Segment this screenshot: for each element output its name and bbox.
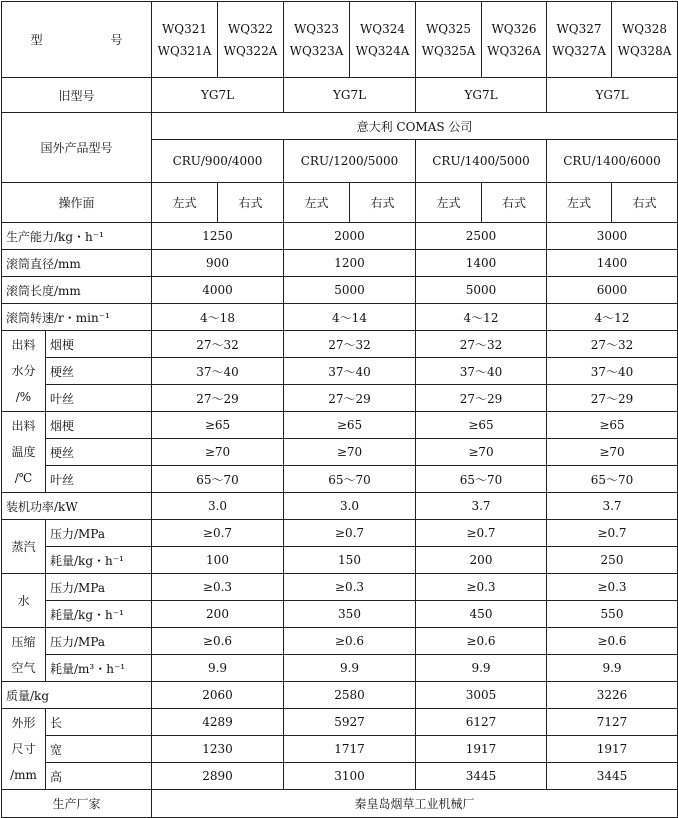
manufacturer-label: 生产厂家 bbox=[2, 790, 152, 818]
temperature-row bbox=[2, 439, 678, 466]
model-cell: WQ328 WQ328A bbox=[612, 2, 678, 78]
row-label: 质量/kg bbox=[2, 682, 152, 709]
value-cell: 3.7 bbox=[416, 493, 547, 520]
temperature-row bbox=[2, 412, 678, 439]
sub-label: 压力/MPa bbox=[46, 574, 152, 601]
value-cell: 4～12 bbox=[416, 304, 547, 331]
value-cell: 3100 bbox=[284, 763, 416, 790]
moisture-group-label: 出料 水分 /% bbox=[2, 331, 46, 412]
value-cell: ≥65 bbox=[284, 412, 416, 439]
sub-label: 耗量/kg・h⁻¹ bbox=[46, 601, 152, 628]
moisture-row bbox=[2, 385, 678, 412]
value-cell: 550 bbox=[547, 601, 678, 628]
model-row bbox=[2, 2, 678, 78]
value-cell: 1200 bbox=[284, 250, 416, 277]
value-cell: 27～32 bbox=[152, 331, 284, 358]
sub-label: 耗量/kg・h⁻¹ bbox=[46, 547, 152, 574]
value-cell: ≥65 bbox=[416, 412, 547, 439]
value-cell: 37～40 bbox=[152, 358, 284, 385]
value-cell: 2500 bbox=[416, 223, 547, 250]
value-cell: 3005 bbox=[416, 682, 547, 709]
value-cell: 2060 bbox=[152, 682, 284, 709]
operation-side-header: 操作面 bbox=[2, 183, 152, 223]
value-cell: ≥0.7 bbox=[284, 520, 416, 547]
value-cell: 1400 bbox=[416, 250, 547, 277]
sub-label: 高 bbox=[46, 763, 152, 790]
value-cell: ≥0.6 bbox=[416, 628, 547, 655]
value-cell: ≥65 bbox=[547, 412, 678, 439]
row-label: 生产能力/kg・h⁻¹ bbox=[2, 223, 152, 250]
side-cell: 右式 bbox=[482, 183, 547, 223]
dimension-row bbox=[2, 736, 678, 763]
value-cell: 65～70 bbox=[416, 466, 547, 493]
value-cell: 9.9 bbox=[547, 655, 678, 682]
value-cell: 37～40 bbox=[547, 358, 678, 385]
value-cell: 9.9 bbox=[152, 655, 284, 682]
temperature-group-label: 出料 温度 /℃ bbox=[2, 412, 46, 493]
value-cell: 65～70 bbox=[284, 466, 416, 493]
drum-length-row bbox=[2, 277, 678, 304]
moisture-row bbox=[2, 331, 678, 358]
air-group-label: 压缩 空气 bbox=[2, 628, 46, 682]
value-cell: 27～32 bbox=[284, 331, 416, 358]
value-cell: 200 bbox=[152, 601, 284, 628]
value-cell: 9.9 bbox=[284, 655, 416, 682]
value-cell: ≥70 bbox=[547, 439, 678, 466]
model-cell: WQ327 WQ327A bbox=[547, 2, 612, 78]
moisture-row bbox=[2, 358, 678, 385]
capacity-row bbox=[2, 223, 678, 250]
value-cell: ≥0.7 bbox=[416, 520, 547, 547]
air-row bbox=[2, 628, 678, 655]
water-row bbox=[2, 601, 678, 628]
manufacturer-value: 秦皇岛烟草工业机械厂 bbox=[152, 790, 678, 818]
sub-label: 梗丝 bbox=[46, 358, 152, 385]
value-cell: 350 bbox=[284, 601, 416, 628]
row-label: 滚筒长度/mm bbox=[2, 277, 152, 304]
value-cell: ≥0.3 bbox=[152, 574, 284, 601]
value-cell: 4289 bbox=[152, 709, 284, 736]
model-cell: WQ325 WQ325A bbox=[416, 2, 482, 78]
value-cell: 1230 bbox=[152, 736, 284, 763]
foreign-model-cell: CRU/1200/5000 bbox=[284, 140, 416, 183]
water-row bbox=[2, 574, 678, 601]
side-cell: 左式 bbox=[416, 183, 482, 223]
value-cell: 4～12 bbox=[547, 304, 678, 331]
value-cell: 6127 bbox=[416, 709, 547, 736]
value-cell: 9.9 bbox=[416, 655, 547, 682]
old-model-row bbox=[2, 78, 678, 113]
value-cell: 37～40 bbox=[416, 358, 547, 385]
model-header bbox=[2, 2, 152, 78]
old-model-cell: YG7L bbox=[152, 78, 284, 113]
value-cell: 27～32 bbox=[416, 331, 547, 358]
model-cell: WQ323 WQ323A bbox=[284, 2, 350, 78]
value-cell: 1717 bbox=[284, 736, 416, 763]
power-row bbox=[2, 493, 678, 520]
dimension-row bbox=[2, 763, 678, 790]
value-cell: 6000 bbox=[547, 277, 678, 304]
value-cell: ≥0.3 bbox=[284, 574, 416, 601]
value-cell: 2890 bbox=[152, 763, 284, 790]
foreign-model-cell: CRU/1400/6000 bbox=[547, 140, 678, 183]
value-cell: 5000 bbox=[416, 277, 547, 304]
sub-label: 压力/MPa bbox=[46, 520, 152, 547]
sub-label: 叶丝 bbox=[46, 466, 152, 493]
value-cell: 27～29 bbox=[547, 385, 678, 412]
value-cell: ≥70 bbox=[416, 439, 547, 466]
value-cell: 1400 bbox=[547, 250, 678, 277]
value-cell: 3445 bbox=[416, 763, 547, 790]
row-label: 滚筒转速/r・min⁻¹ bbox=[2, 304, 152, 331]
value-cell: 27～29 bbox=[416, 385, 547, 412]
dimensions-group-label: 外形 尺寸 /mm bbox=[2, 709, 46, 790]
row-label: 装机功率/kW bbox=[2, 493, 152, 520]
old-model-cell: YG7L bbox=[547, 78, 678, 113]
steam-row bbox=[2, 520, 678, 547]
value-cell: 27～29 bbox=[152, 385, 284, 412]
value-cell: 7127 bbox=[547, 709, 678, 736]
foreign-model-cell: CRU/900/4000 bbox=[152, 140, 284, 183]
sub-label: 长 bbox=[46, 709, 152, 736]
model-header-char-1: 型 bbox=[30, 33, 43, 47]
steam-row bbox=[2, 547, 678, 574]
foreign-model-cell: CRU/1400/5000 bbox=[416, 140, 547, 183]
foreign-company-row bbox=[2, 113, 678, 140]
old-model-header: 旧型号 bbox=[2, 78, 152, 113]
foreign-company: 意大利 COMAS 公司 bbox=[152, 113, 678, 140]
value-cell: 450 bbox=[416, 601, 547, 628]
value-cell: 3.0 bbox=[284, 493, 416, 520]
value-cell: 3000 bbox=[547, 223, 678, 250]
sub-label: 压力/MPa bbox=[46, 628, 152, 655]
model-header-char-2: 号 bbox=[110, 33, 123, 47]
row-label: 滚筒直径/mm bbox=[2, 250, 152, 277]
foreign-model-header: 国外产品型号 bbox=[2, 113, 152, 183]
value-cell: ≥0.3 bbox=[547, 574, 678, 601]
sub-label: 烟梗 bbox=[46, 331, 152, 358]
sub-label: 叶丝 bbox=[46, 385, 152, 412]
side-cell: 右式 bbox=[350, 183, 416, 223]
value-cell: 27～29 bbox=[284, 385, 416, 412]
drum-speed-row bbox=[2, 304, 678, 331]
model-cell: WQ324 WQ324A bbox=[350, 2, 416, 78]
value-cell: 37～40 bbox=[284, 358, 416, 385]
side-cell: 右式 bbox=[218, 183, 284, 223]
value-cell: 100 bbox=[152, 547, 284, 574]
air-row bbox=[2, 655, 678, 682]
value-cell: 65～70 bbox=[547, 466, 678, 493]
side-cell: 左式 bbox=[284, 183, 350, 223]
model-cell: WQ321 WQ321A bbox=[152, 2, 218, 78]
model-cell: WQ326 WQ326A bbox=[482, 2, 547, 78]
value-cell: 4～18 bbox=[152, 304, 284, 331]
value-cell: 2580 bbox=[284, 682, 416, 709]
sub-label: 耗量/m³・h⁻¹ bbox=[46, 655, 152, 682]
value-cell: 65～70 bbox=[152, 466, 284, 493]
value-cell: ≥65 bbox=[152, 412, 284, 439]
model-cell: WQ322 WQ322A bbox=[218, 2, 284, 78]
value-cell: ≥0.7 bbox=[547, 520, 678, 547]
spec-table bbox=[1, 1, 678, 818]
side-cell: 右式 bbox=[612, 183, 678, 223]
value-cell: 1917 bbox=[547, 736, 678, 763]
water-group-label: 水 bbox=[2, 574, 46, 628]
value-cell: 250 bbox=[547, 547, 678, 574]
value-cell: 3445 bbox=[547, 763, 678, 790]
value-cell: 4～14 bbox=[284, 304, 416, 331]
value-cell: ≥70 bbox=[284, 439, 416, 466]
value-cell: ≥0.3 bbox=[416, 574, 547, 601]
value-cell: ≥0.6 bbox=[284, 628, 416, 655]
value-cell: 1917 bbox=[416, 736, 547, 763]
side-cell: 左式 bbox=[152, 183, 218, 223]
value-cell: 2000 bbox=[284, 223, 416, 250]
drum-diameter-row bbox=[2, 250, 678, 277]
value-cell: 1250 bbox=[152, 223, 284, 250]
mass-row bbox=[2, 682, 678, 709]
value-cell: ≥70 bbox=[152, 439, 284, 466]
temperature-row bbox=[2, 466, 678, 493]
value-cell: 27～32 bbox=[547, 331, 678, 358]
value-cell: 4000 bbox=[152, 277, 284, 304]
value-cell: 200 bbox=[416, 547, 547, 574]
value-cell: 5927 bbox=[284, 709, 416, 736]
operation-side-row bbox=[2, 183, 678, 223]
steam-group-label: 蒸汽 bbox=[2, 520, 46, 574]
manufacturer-row bbox=[2, 790, 678, 818]
sub-label: 烟梗 bbox=[46, 412, 152, 439]
value-cell: 3.0 bbox=[152, 493, 284, 520]
old-model-cell: YG7L bbox=[416, 78, 547, 113]
value-cell: 3.7 bbox=[547, 493, 678, 520]
old-model-cell: YG7L bbox=[284, 78, 416, 113]
dimension-row bbox=[2, 709, 678, 736]
value-cell: ≥0.6 bbox=[547, 628, 678, 655]
sub-label: 宽 bbox=[46, 736, 152, 763]
sub-label: 梗丝 bbox=[46, 439, 152, 466]
side-cell: 左式 bbox=[547, 183, 612, 223]
value-cell: ≥0.7 bbox=[152, 520, 284, 547]
value-cell: 3226 bbox=[547, 682, 678, 709]
value-cell: 900 bbox=[152, 250, 284, 277]
value-cell: 150 bbox=[284, 547, 416, 574]
value-cell: 5000 bbox=[284, 277, 416, 304]
value-cell: ≥0.6 bbox=[152, 628, 284, 655]
